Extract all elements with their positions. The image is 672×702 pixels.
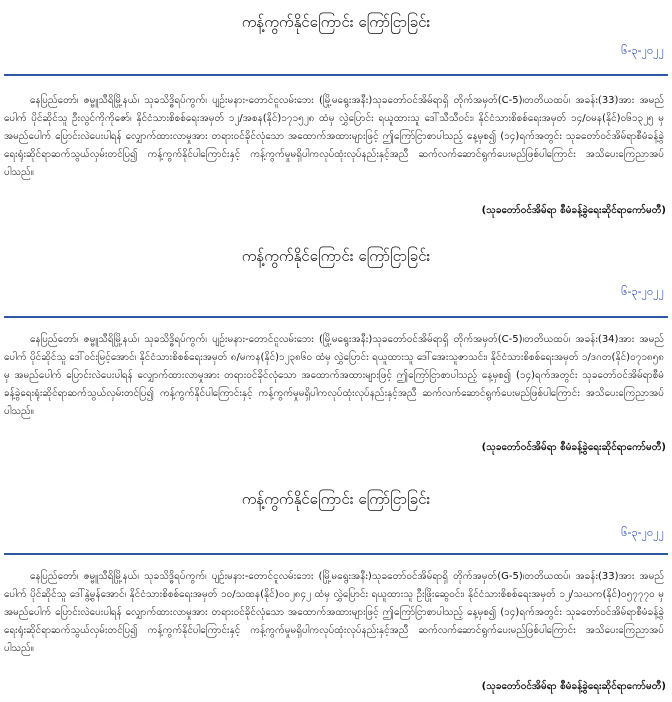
notice-body: နေပြည်တော်၊ ဇမ္ဗူသီရိမြို့နယ်၊ သုခသိဒ္ဓိရပ်ကွက်၊ ပျဉ်းမနား-တောင်ငူလမ်းဘေး (မြို့မရွေးအနီး)သုခတော်ဝင်အိမ်ရာရှိ တိုက်အမှတ်(C-5)၊တတိယထပ်၊ အခန်း(33)အား အမည်ပေါက် ပိုင်ဆိုင်သူ ဦးလွင်ကိုကိုဇော်၊ နိုင်ငံသားစိစစ်ရေးအမှတ် ၁၂/အစန(နိုင်)၁၇၁၅၂၈ ထံမှ လွှဲပြောင်း ရယူထားသူ ဒေါ်သီသီဝင်း၊ နိုင်ငံသားစိစစ်ရေးအမှတ် ၁၄/ဝမန(နိုင်)၀၆၁၃၂၅ မှ အမည်ပေါက် ပြောင်းလဲပေးပါရန် လျှောက်ထားလာမှုအား တရားဝင်ခိုင်လုံသော အထောက်အထားများဖြင့် ဤကြော်ငြာစာပါသည့် နေ့မှစ၍ (၁၄)ရက်အတွင်း သုခတော်ဝင်အိမ်ရာစီမံခန့်ခွဲရေးရုံးဆိုင်ရာဆက်သွယ်လှမ်းတင်ပြ၍ ကန့်ကွက်နိုင်ပါကြောင်းနှင့် ကန့်ကွက်မှုမရှိပါကလုပ်ထုံးလုပ်နည်းနှင့်အညီ ဆက်လက်ဆောင်ရွက်ပေးမည်ဖြစ်ပါကြောင်း အသိပေးကြေညာအပ်ပါသည်။ bbox=[4, 95, 664, 178]
notice-date: ၆-၃-၂၀၂၂ bbox=[621, 44, 664, 57]
notice-date: ၆-၃-၂၀၂၂ bbox=[621, 526, 664, 539]
notice-body: နေပြည်တော်၊ ဇမ္ဗူသီရိမြို့နယ်၊ သုခသိဒ္ဓိရပ်ကွက်၊ ပျဉ်းမနား-တောင်ငူလမ်းဘေး (မြို့မရွေးအနီး)သုခတော်ဝင်အိမ်ရာရှိ တိုက်အမှတ်(G-5)၊တတိယထပ်၊ အခန်း(33)အား အမည်ပေါက် ပိုင်ဆိုင်သူ ဒေါ်နွဲ့မွန်အောင်၊ နိုင်ငံသားစိစစ်ရေးအမှတ် ၁၀/သထန(နိုင်)၀၀၂၈၄၂ ထံမှ လွှဲပြောင်း ရယူထားသူ ဦးဖြိုးဆွေဝင်း၊ နိုင်ငံသားစိစစ်ရေးအမှတ် ၁၂/သဃက(နိုင်)၀၅၇၇၇၀ မှ အမည်ပေါက် ပြောင်းလဲပေးပါရန် လျှောက်ထားလာမှုအား တရားဝင်ခိုင်လုံသော အထောက်အထားများဖြင့် ဤကြော်ငြာစာပါသည့် နေ့မှစ၍ (၁၄)ရက်အတွင်း သုခတော်ဝင်အိမ်ရာစီမံခန့်ခွဲရေးရုံးဆိုင်ရာဆက်သွယ်လှမ်းတင်ပြ၍ ကန့်ကွက်နိုင်ပါကြောင်းနှင့် ကန့်ကွက်မှုမရှိပါကလုပ်ထုံးလုပ်နည်းနှင့်အညီ ဆက်လက်ဆောင်ရွက်ပေးမည်ဖြစ်ပါကြောင်း အသိပေးကြေညာအပ်ပါသည်။ bbox=[4, 571, 664, 654]
notice-title: ကန့်ကွက်နိုင်ကြောင်း ကြော်ငြာခြင်း bbox=[241, 490, 431, 508]
notice-title: ကန့်ကွက်နိုင်ကြောင်း ကြော်ငြာခြင်း bbox=[241, 13, 431, 31]
notice-date: ၆-၃-၂၀၂၂ bbox=[621, 285, 664, 298]
notice-body: နေပြည်တော်၊ ဇမ္ဗူသီရိမြို့နယ်၊ သုခသိဒ္ဓိရပ်ကွက်၊ ပျဉ်းမနား-တောင်ငူလမ်းဘေး (မြို့မရွေးအနီး)သုခတော်ဝင်အိမ်ရာရှိ တိုက်အမှတ်(C-5)၊တတိယထပ်၊ အခန်း(34)အား အမည်ပေါက် ပိုင်ဆိုင်သူ ဒေါ်ဝင်းမြင့်အောင်၊ နိုင်ငံသားစိစစ်ရေးအမှတ် ၈/မကန(နိုင်)၁၂၃၈၆၀ ထံမှ လွှဲပြောင်း ရယူထားသူ ဒေါ်အေးသူဇာသင်း၊ နိုင်ငံသားစိစစ်ရေးအမှတ် ၁/ဒဂတ(နိုင်)၀၇၁၈၅၈ မှ အမည်ပေါက် ပြောင်းလဲပေးပါရန် လျှောက်ထားလာမှုအား တရားဝင်ခိုင်လုံသော အထောက်အထားများဖြင့် ဤကြော်ငြာစာပါသည့် နေ့မှစ၍ (၁၄)ရက်အတွင်း သုခတော်ဝင်အိမ်ရာစီမံခန့်ခွဲရေးရုံးဆိုင်ရာဆက်သွယ်လှမ်းတင်ပြ၍ ကန့်ကွက်နိုင်ပါကြောင်းနှင့် ကန့်ကွက်မှုမရှိပါကလုပ်ထုံးလုပ်နည်းနှင့်အညီ ဆက်လက်ဆောင်ရွက်ပေးမည်ဖြစ်ပါကြောင်း အသိပေးကြေညာအပ်ပါသည်။ bbox=[4, 334, 664, 417]
notice-signature: (သုခတော်ဝင်အိမ်ရာ စီမံခန့်ခွဲရေးဆိုင်ရာကော်မတီ) bbox=[481, 442, 666, 453]
notice-divider bbox=[4, 316, 668, 318]
notice-signature: (သုခတော်ဝင်အိမ်ရာ စီမံခန့်ခွဲရေးဆိုင်ရာကော်မတီ) bbox=[481, 681, 666, 692]
notice-signature: (သုခတော်ဝင်အိမ်ရာ စီမံခန့်ခွဲရေးဆိုင်ရာကော်မတီ) bbox=[481, 205, 666, 216]
notice-title: ကန့်ကွက်နိုင်ကြောင်း ကြော်ငြာခြင်း bbox=[241, 247, 431, 265]
notice-divider bbox=[4, 74, 668, 76]
notice-divider bbox=[4, 553, 668, 555]
